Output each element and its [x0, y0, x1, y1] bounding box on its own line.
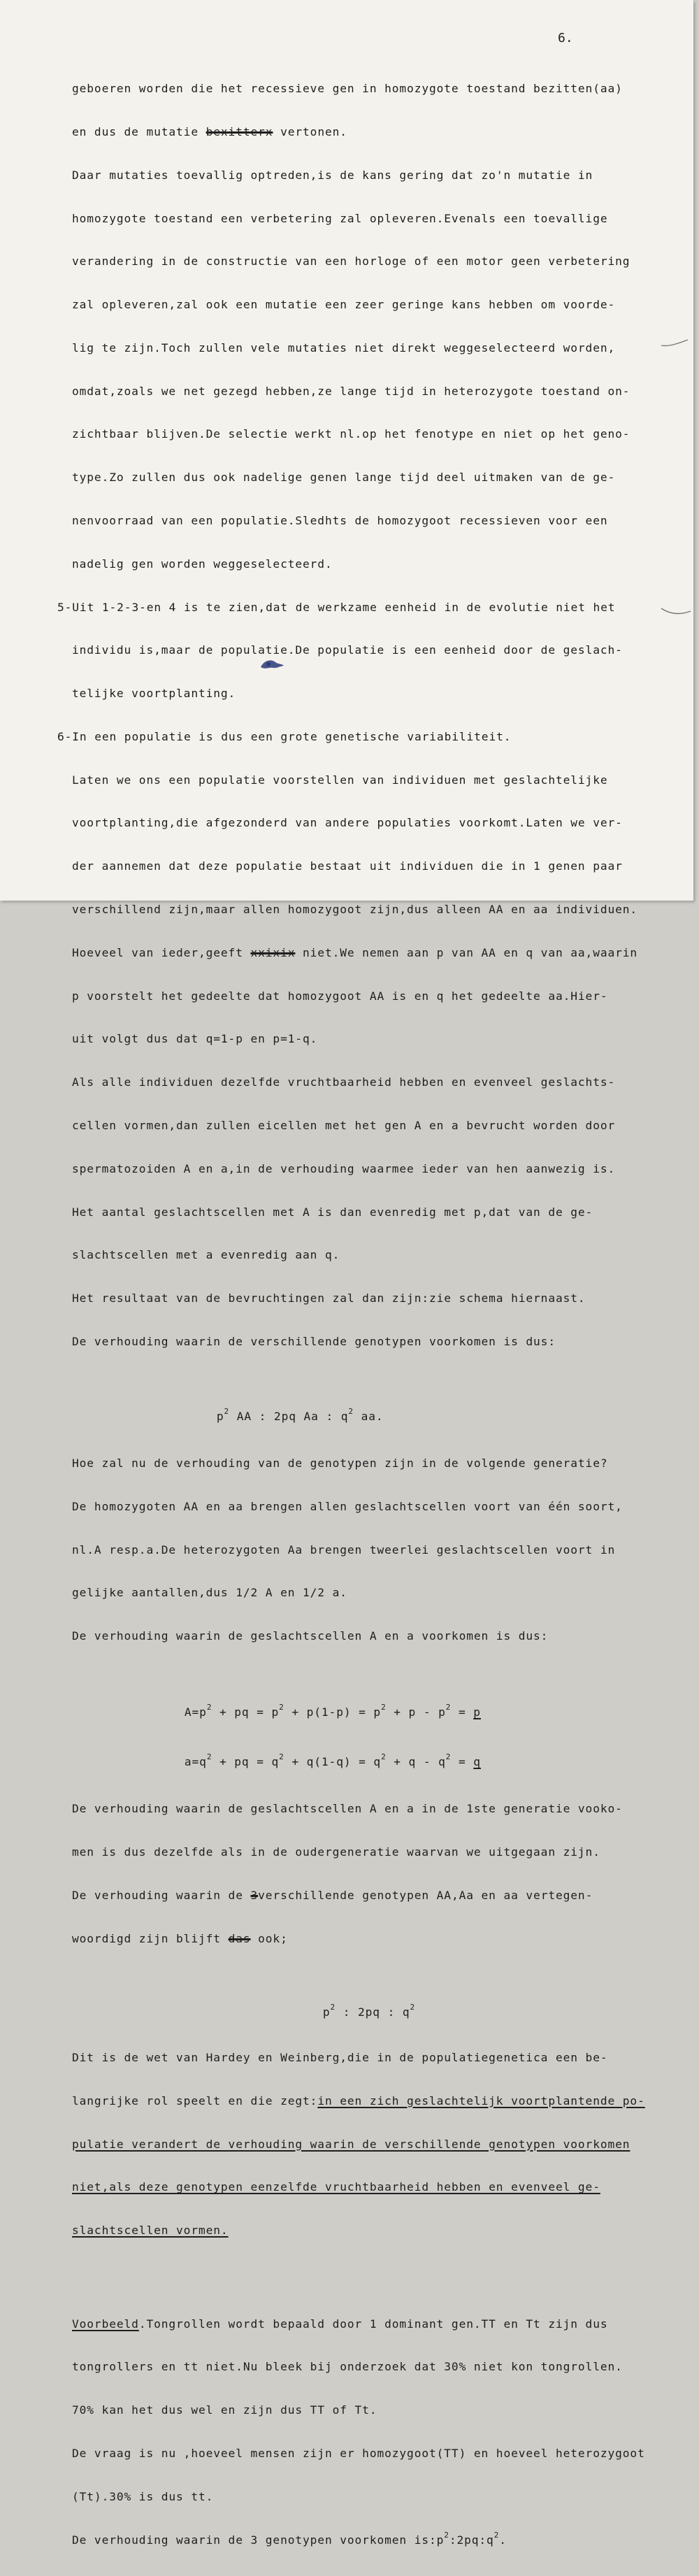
text-line — [0, 255, 693, 269]
line-text: verschillend zijn,maar allen homozygoot zijn,dus alleen AA en aa individuen. — [72, 903, 638, 917]
text-line — [0, 773, 693, 788]
line-text: De verhouding waarin de verschillende genotypen voorkomen is dus: — [72, 1334, 556, 1348]
text-line — [0, 687, 693, 701]
formula-result: p — [473, 1705, 481, 1719]
text-line — [0, 1162, 693, 1177]
page-number: 6. — [558, 31, 573, 45]
line-text: nl.A resp.a.De heterozygoten Aa brengen tweerlei geslachtscellen voort in — [72, 1543, 616, 1557]
struck-out-word: das — [228, 1931, 251, 1945]
underlined-law-text: pulatie verandert de verhouding waarin de verschillende genotypen voorkomen — [72, 2137, 630, 2151]
text-line — [0, 2051, 693, 2066]
line-text: . — [499, 2533, 507, 2547]
line-text: Het aantal geslachtscellen met A is dan evenredig met p,dat van de ge- — [72, 1205, 593, 1219]
text-line — [0, 1932, 693, 1947]
superscript: 2 — [445, 1703, 452, 1712]
formula-part: + p(1-p) = p — [284, 1705, 382, 1719]
superscript: 2 — [206, 1752, 212, 1762]
formula-part: + pq = q — [212, 1755, 280, 1769]
text-line — [0, 2180, 693, 2195]
text-line — [0, 1335, 693, 1350]
text-line — [0, 1543, 693, 1558]
superscript: 2 — [206, 1703, 212, 1712]
underlined-law-text: slachtscellen vormen. — [72, 2224, 229, 2238]
numbered-line — [0, 730, 693, 745]
line-text: nenvoorraad van een populatie.Sledhts de homozygoot recessieven voor een — [72, 514, 608, 527]
text-line — [0, 385, 693, 399]
superscript: 2 — [381, 1752, 387, 1762]
formula-part: aa. — [353, 1409, 384, 1423]
text-line — [0, 1075, 693, 1090]
formula-part: A=p — [184, 1705, 207, 1719]
formula-part: + q(1-q) = q — [284, 1755, 382, 1769]
formula-result: q — [473, 1755, 481, 1769]
line-text: (Tt).30% is dus tt. — [72, 2489, 214, 2503]
superscript: 2 — [381, 1703, 387, 1712]
superscript: 2 — [330, 2002, 336, 2012]
text-line — [0, 1457, 693, 1471]
formula-hardy-weinberg-ratio — [0, 1989, 693, 2019]
line-text: zal opleveren,zal ook een mutatie een zeer geringe kans hebben om voorde- — [72, 298, 616, 312]
ink-blot — [259, 656, 285, 671]
line-text: :2pq:q — [449, 2533, 494, 2547]
text-line — [0, 514, 693, 529]
line-text: 70% kan het dus wel en zijn dus TT of Tt. — [72, 2403, 377, 2417]
text-line — [0, 2490, 693, 2505]
text-line — [0, 1205, 693, 1220]
formula-part: = — [451, 1705, 474, 1719]
line-text: niet.We nemen aan p van AA en q van aa,waarin — [295, 945, 638, 959]
text-line — [0, 2403, 693, 2418]
text-line — [0, 2094, 693, 2109]
formula-part: + q - q — [386, 1755, 446, 1769]
text-line — [0, 1586, 693, 1601]
line-text: men is dus dezelfde als in de oudergeneratie waarvan we uitgegaan zijn. — [72, 1845, 600, 1859]
line-text: homozygote toestand een verbetering zal opleveren.Evenals een toevallige — [72, 211, 608, 225]
line-text: langrijke rol speelt en die zegt: — [72, 2094, 318, 2108]
line-text: vertonen. — [280, 124, 347, 138]
text-line — [0, 2317, 693, 2332]
text-line — [0, 903, 693, 917]
line-text: .Tongrollen wordt bepaald door 1 dominant gen.TT en Tt zijn dus — [138, 2317, 608, 2331]
formula-part: = — [451, 1755, 474, 1769]
formula-part: : 2pq : q — [336, 2005, 410, 2019]
line-text: 6-In een populatie is dus een grote genetische variabiliteit. — [57, 729, 512, 743]
numbered-line — [0, 601, 693, 615]
line-text: p voorstelt het gedeelte dat homozygoot AA is en q het gedeelte aa.Hier- — [72, 989, 608, 1003]
formula-part: a=q — [184, 1755, 207, 1769]
text-line — [0, 2447, 693, 2461]
formula-part: p — [216, 1409, 224, 1423]
text-line — [0, 1845, 693, 1860]
text-line — [0, 298, 693, 313]
superscript: 2 — [410, 2002, 416, 2012]
line-text: individu is,maar de populatie.De populatie is een eenheid door de geslach- — [72, 643, 623, 657]
line-text: en dus de mutatie — [72, 124, 206, 138]
line-text: type.Zo zullen dus ook nadelige genen lange tijd deel uitmaken van de ge- — [72, 471, 616, 485]
line-text: Daar mutaties toevallig optreden,is de kans gering dat zo'n mutatie in — [72, 168, 593, 182]
text-line — [0, 212, 693, 227]
text-line — [0, 471, 693, 485]
line-text: zichtbaar blijven.De selectie werkt nl.op het fenotype en niet op het geno- — [72, 427, 630, 441]
formula-genotype-ratio — [0, 1392, 693, 1423]
text-line — [0, 341, 693, 356]
line-text: Het resultaat van de bevruchtingen zal dan zijn:zie schema hiernaast. — [72, 1291, 586, 1305]
superscript: 2 — [279, 1752, 284, 1762]
line-text: geboeren worden die het recessieve gen in homozygote toestand bezitten(aa) — [72, 82, 623, 96]
line-text: ook; — [250, 1931, 288, 1945]
line-text: cellen vormen,dan zullen eicellen met het gen A en a bevrucht worden door — [72, 1118, 616, 1132]
line-text: telijke voortplanting. — [72, 687, 236, 701]
line-text: De verhouding waarin de — [72, 1889, 251, 1903]
underlined-law-text: in een zich geslachtelijk voortplantende po- — [317, 2094, 645, 2108]
text-line — [0, 859, 693, 874]
line-text: woordigd zijn blijft — [72, 1931, 229, 1945]
text-line — [0, 427, 693, 442]
text-line — [0, 2224, 693, 2238]
line-text: omdat,zoals we net gezegd hebben,ze lange tijd in heterozygote toestand on- — [72, 384, 630, 398]
line-text: voortplanting,die afgezonderd van andere populaties voorkomt.Laten we ver- — [72, 816, 623, 830]
line-text: der aannemen dat deze populatie bestaat uit individuen die in 1 genen paar — [72, 859, 623, 873]
typed-body — [0, 53, 693, 2576]
line-text: gelijke aantallen,dus 1/2 A en 1/2 a. — [72, 1586, 347, 1600]
text-line — [0, 946, 693, 961]
formula-part: + pq = p — [212, 1705, 280, 1719]
formula-part: + p - p — [386, 1705, 446, 1719]
struck-out-word: bexitterx — [206, 124, 273, 138]
text-line — [0, 1032, 693, 1047]
formula-part: AA : 2pq Aa : q — [229, 1409, 349, 1423]
underlined-law-text: niet,als deze genotypen eenzelfde vruchtbaarheid hebben en evenveel ge- — [72, 2180, 600, 2194]
line-text: Laten we ons een populatie voorstellen van individuen met geslachtelijke — [72, 773, 608, 787]
line-text: De verhouding waarin de geslachtscellen A en a in de 1ste generatie vooko- — [72, 1802, 623, 1816]
struck-out-word: xxixix — [250, 945, 296, 959]
text-line — [0, 1119, 693, 1133]
formula-a-frequency — [0, 1738, 693, 1769]
text-line — [0, 2138, 693, 2152]
text-line — [0, 1629, 693, 1644]
text-line — [0, 1291, 693, 1306]
text-line — [0, 643, 693, 658]
line-text: De homozygoten AA en aa brengen allen geslachtscellen voort van één soort, — [72, 1499, 623, 1513]
text-line — [0, 1500, 693, 1515]
example-heading: Voorbeeld — [72, 2317, 139, 2331]
text-line — [0, 557, 693, 572]
line-text: De vraag is nu ,hoeveel mensen zijn er homozygoot(TT) en hoeveel heterozygoot — [72, 2447, 645, 2460]
superscript: 2 — [493, 2530, 500, 2540]
superscript: 2 — [348, 1406, 354, 1416]
line-text: Hoeveel van ieder,geeft — [72, 945, 251, 959]
line-text: De verhouding waarin de geslachtscellen A en a voorkomen is dus: — [72, 1629, 549, 1643]
superscript: 2 — [279, 1703, 284, 1712]
line-text: Hoe zal nu de verhouding van de genotypen zijn in de volgende generatie? — [72, 1457, 608, 1470]
text-line — [0, 1889, 693, 1903]
line-text: uit volgt dus dat q=1-p en p=1-q. — [72, 1032, 318, 1046]
superscript: 2 — [445, 1752, 452, 1762]
line-text: verandering in de constructie van een horloge of een motor geen verbetering — [72, 255, 630, 269]
line-text: slachtscellen met a evenredig aan q. — [72, 1248, 340, 1262]
superscript: 2 — [444, 2530, 449, 2540]
line-text: verschillende genotypen AA,Aa en aa vertegen- — [258, 1889, 593, 1903]
line-text: nadelig gen worden weggeselecteerd. — [72, 557, 333, 571]
text-line — [0, 1802, 693, 1817]
margin-mark — [660, 607, 695, 617]
struck-out-word: 3 — [250, 1889, 259, 1903]
text-line — [0, 169, 693, 183]
text-line — [0, 816, 693, 831]
text-line — [0, 989, 693, 1004]
line-text: tongrollers en tt niet.Nu bleek bij onderzoek dat 30% niet kon tongrollen. — [72, 2360, 623, 2374]
text-line — [0, 2530, 693, 2548]
formula-A-frequency — [0, 1687, 693, 1719]
text-line — [0, 82, 693, 96]
superscript: 2 — [224, 1406, 230, 1416]
margin-mark — [660, 338, 695, 348]
line-text: 5-Uit 1-2-3-en 4 is te zien,dat de werkzame eenheid in de evolutie niet het — [57, 600, 616, 614]
text-line — [0, 2360, 693, 2375]
line-text: Als alle individuen dezelfde vruchtbaarheid hebben en evenveel geslachts- — [72, 1075, 616, 1089]
text-line — [0, 125, 693, 140]
line-text: Dit is de wet van Hardey en Weinberg,die in de populatiegenetica een be- — [72, 2050, 608, 2064]
line-text: spermatozoiden A en a,in de verhouding waarmee ieder van hen aanwezig is. — [72, 1161, 616, 1175]
line-text: lig te zijn.Toch zullen vele mutaties niet direkt weggeselecteerd worden, — [72, 341, 616, 355]
text-line — [0, 1248, 693, 1263]
formula-part: p — [322, 2005, 331, 2019]
line-text: De verhouding waarin de 3 genotypen voorkomen is:p — [72, 2533, 445, 2547]
